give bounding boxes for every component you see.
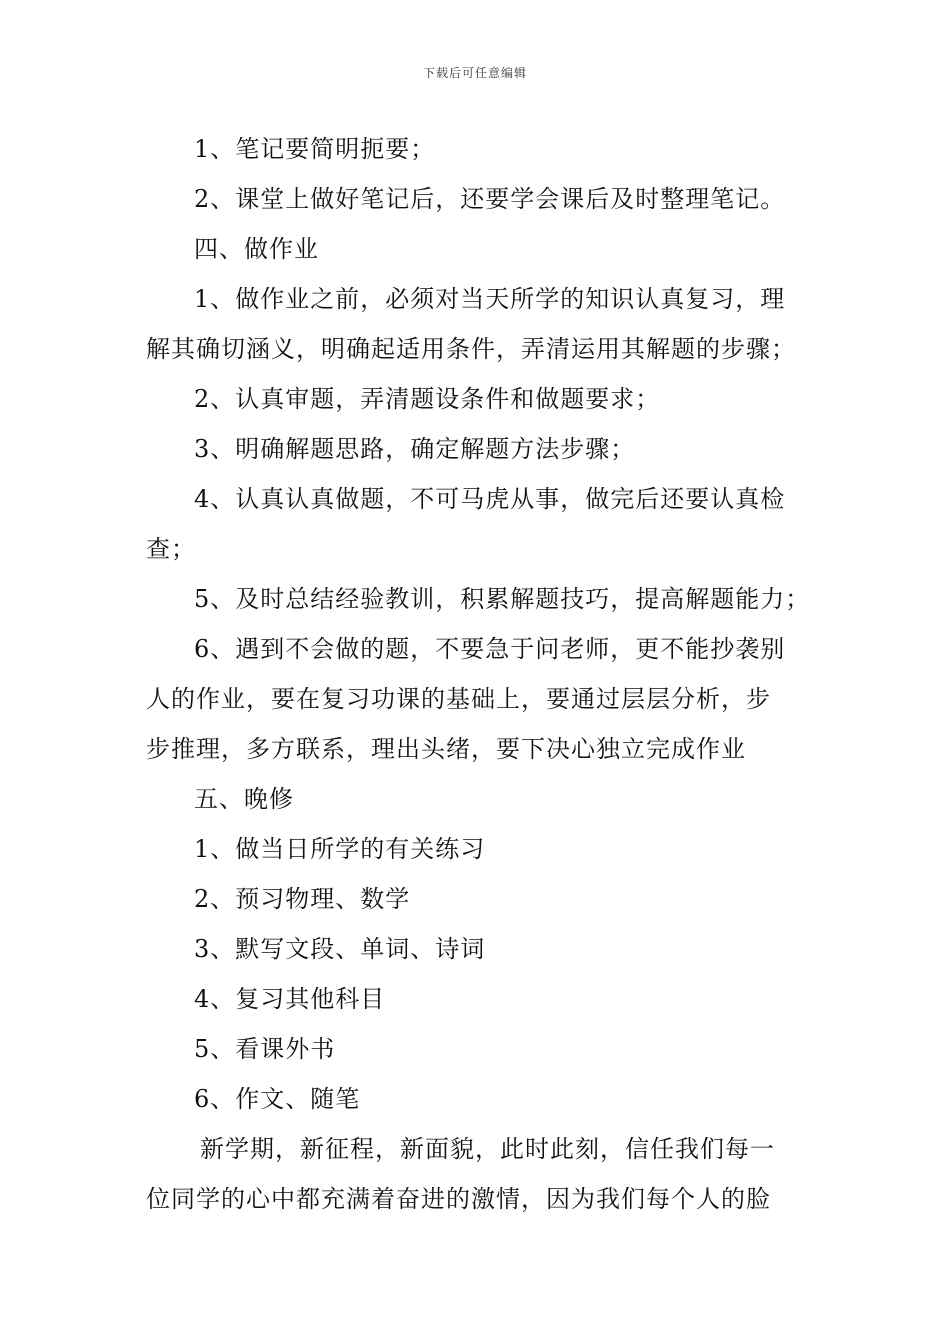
paragraph-line: 4、复习其他科目 (194, 985, 386, 1013)
paragraph-line: 人的作业，要在复习功课的基础上，要通过层层分析，步 (146, 685, 771, 713)
paragraph-line: 6、遇到不会做的题，不要急于问老师，更不能抄袭别 (194, 635, 786, 663)
paragraph-line: 位同学的心中都充满着奋进的激情，因为我们每个人的脸 (146, 1185, 771, 1213)
paragraph-line: 1、做作业之前，必须对当天所学的知识认真复习，理 (194, 285, 786, 313)
paragraph-line: 查； (146, 535, 196, 563)
paragraph-line: 2、课堂上做好笔记后，还要学会课后及时整理笔记。 (194, 185, 786, 213)
paragraph-line: 1、做当日所学的有关练习 (194, 835, 486, 863)
paragraph-line: 新学期，新征程，新面貌，此时此刻，信任我们每一 (200, 1135, 775, 1163)
paragraph-line: 1、笔记要简明扼要； (194, 135, 436, 163)
paragraph-line: 5、看课外书 (194, 1035, 336, 1063)
paragraph-line: 2、预习物理、数学 (194, 885, 411, 913)
paragraph-line: 6、作文、随笔 (194, 1085, 361, 1113)
paragraph-line: 解其确切涵义，明确起适用条件，弄清运用其解题的步骤； (146, 335, 796, 363)
paragraph-line: 3、明确解题思路，确定解题方法步骤； (194, 435, 636, 463)
paragraph-line: 5、及时总结经验教训，积累解题技巧，提高解题能力； (194, 585, 811, 613)
section-heading: 四、做作业 (194, 235, 319, 263)
paragraph-line: 2、认真审题，弄清题设条件和做题要求； (194, 385, 661, 413)
page-header-note: 下载后可任意编辑 (422, 66, 527, 80)
section-heading: 五、晚修 (194, 785, 294, 813)
paragraph-line: 步推理，多方联系，理出头绪，要下决心独立完成作业 (146, 735, 746, 763)
paragraph-line: 4、认真认真做题，不可马虎从事，做完后还要认真检 (194, 485, 786, 513)
paragraph-line: 3、默写文段、单词、诗词 (194, 935, 486, 963)
document-body (146, 124, 810, 1224)
